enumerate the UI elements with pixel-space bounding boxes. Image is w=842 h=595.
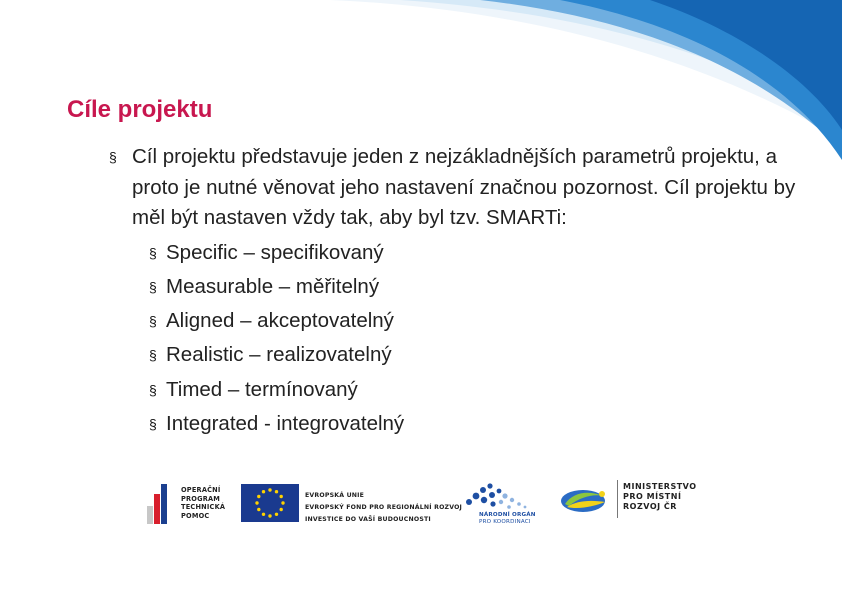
list-item-text: Measurable – měřitelný <box>166 274 380 298</box>
eu-logo <box>241 484 463 527</box>
list-item <box>109 373 799 407</box>
logo-text-line: INVESTICE DO VAŠÍ BUDOUCNOSTI <box>305 516 431 523</box>
logo-text-line: POMOC <box>181 511 210 520</box>
list-item <box>109 304 799 338</box>
list-item-text: Aligned – akceptovatelný <box>166 309 394 333</box>
logo-text-line: EVROPSKÝ FOND PRO REGIONÁLNÍ ROZVOJ <box>305 504 463 511</box>
bullet-marker: § <box>149 347 157 364</box>
logo-divider <box>617 480 618 518</box>
main-bullet <box>109 142 799 234</box>
eu-flag-icon <box>241 484 299 522</box>
list-item <box>109 270 799 304</box>
bullet-marker: § <box>149 381 157 398</box>
logo-text-line: TECHNICKÁ <box>181 503 226 511</box>
logo-text-line: OPERAČNÍ <box>181 486 221 494</box>
dots-icon <box>463 480 535 512</box>
bullet-marker: § <box>149 415 157 432</box>
smarti-list <box>109 236 799 442</box>
list-item-text: Realistic – realizovatelný <box>166 343 392 367</box>
main-bullet-text: Cíl projektu představuje jeden z nejzákladnějších parametrů projektu, a proto je nutné věnovat jeho nastavení značnou pozornost. Cíl projektu by měl být nastaven vždy tak, aby byl tzv. SMARTi: <box>132 145 796 229</box>
logo-strip <box>145 478 705 528</box>
list-item-text: Specific – specifikovaný <box>166 240 384 264</box>
logo-text-line: PROGRAM <box>181 494 221 503</box>
list-item <box>109 338 799 372</box>
bullet-marker: § <box>149 313 157 330</box>
list-item-text: Integrated - integrovatelný <box>166 411 405 435</box>
bullet-marker: § <box>149 278 157 295</box>
mmr-logo <box>559 482 697 521</box>
logo-text-line: ROZVOJ ČR <box>623 502 677 511</box>
list-item <box>109 236 799 270</box>
logo-text-line: PRO KOORDINACI <box>479 518 531 525</box>
op-bars-icon <box>145 480 171 524</box>
mmr-emblem-icon <box>559 486 611 516</box>
slide-title: Cíle projektu <box>67 96 213 123</box>
logo-text-line: PRO MÍSTNÍ <box>623 492 682 501</box>
bullet-marker: § <box>109 149 117 165</box>
slide-content <box>109 142 799 441</box>
logo-text-line: EVROPSKÁ UNIE <box>305 492 365 499</box>
logo-text-line: MINISTERSTVO <box>623 482 697 491</box>
logo-text-line: NÁRODNÍ ORGÁN <box>479 512 536 518</box>
list-item-text: Timed – termínovaný <box>166 377 358 401</box>
op-tp-logo <box>145 480 226 529</box>
list-item <box>109 407 799 441</box>
nok-logo <box>463 480 536 525</box>
bullet-marker: § <box>149 244 157 261</box>
